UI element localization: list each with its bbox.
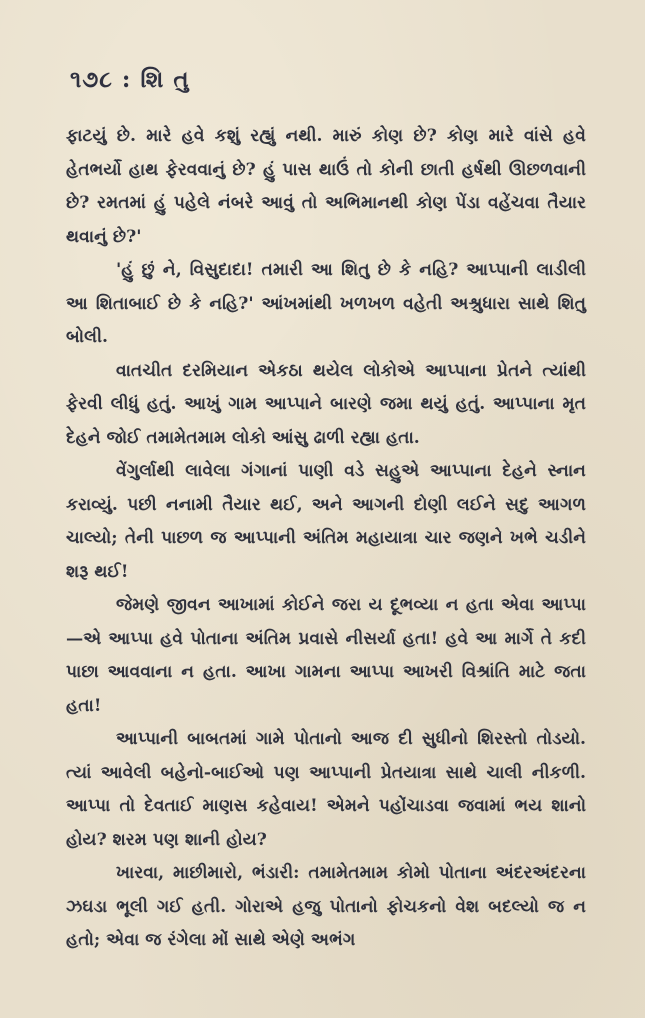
paragraph-4: વેંગુર્લાથી લાવેલા ગંગાનાં પાણી વડે સહુએ આપ્પાના દેહને સ્નાન કરાવ્યું. પછી નનામી તૈયાર થઈ, અને આગની દોણી લઈને સદુ આગળ ચાલ્યો; તેની પાછળ જ આપ્પાની અંતિમ મહાયાત્રા ચાર જણને ખભે ચડીને શરૂ થઈ! [66, 461, 586, 582]
page-number: ૧૭૮ [70, 66, 113, 93]
paragraph-5: જેમણે જીવન આખામાં કોઈને જરા ય દૂભવ્યા ન હતા એવા આપ્પા—એ આપ્પા હવે પોતાના અંતિમ પ્રવાસે નીસર્યા હતા! હવે આ માર્ગે તે કદી પાછા આવવાના ન હતા. આખા ગામના આપ્પા આખરી વિશ્રાંતિ માટે જતા હતા! [66, 595, 586, 716]
page-header [70, 66, 190, 93]
paragraph-3: વાતચીત દરમિયાન એકઠા થયેલ લોકોએ આપ્પાના પ્રેતને ત્યાંથી ફેરવી લીધું હતું. આખું ગામ આપ્પાને બારણે જમા થયું હતું. આપ્પાના મૃત દેહને જોઈ તમામેતમામ લોકો આંસુ ઢાળી રહ્યા હતા. [66, 360, 586, 448]
paragraph-7: ખારવા, માછીમારો, ભંડારી: તમામેતમામ કોમો પોતાના અંદરઅંદરના ઝઘડા ભૂલી ગઈ હતી. ગોરાએ હજુ પોતાનો ફોચકનો વેશ બદલ્યો જ ન હતો; એવા જ રંગેલા મોં સાથે એણે અભંગ [66, 863, 586, 950]
paragraph-6: આપ્પાની બાબતમાં ગામે પોતાનો આજ દી સુધીનો શિરસ્તો તોડયો. ત્યાં આવેલી બહેનો-બાઈઓ પણ આપ્પાની પ્રેતયાત્રા સાથે ચાલી નીકળી. આપ્પા તો દેવતાઈ માણસ કહેવાય! એમને પહોંચાડવા જવામાં ભય શાનો હોય? શરમ પણ શાની હોય? [66, 729, 586, 850]
book-title: શિ તુ [140, 66, 190, 93]
paragraph-1: ફાટયું છે. મારે હવે કશું રહ્યું નથી. મારું કોણ છે? કોણ મારે વાંસે હવે હેતભર્યો હાથ ફેરવવાનું છે? હું પાસ થાઉં તો કોની છાતી હર્ષથી ઊછળવાની છે? રમતમાં હું પહેલે નંબરે આવું તો અભિમાનથી કોણ પેંડા વહેંચવા તૈયાર થવાનું છે?' [66, 126, 586, 247]
header-separator: : [121, 66, 132, 93]
body-text [66, 120, 586, 958]
paragraph-2: 'હું છું ને, વિસુદાદા! તમારી આ શિતુ છે કે નહિ? આપ્પાની લાડીલી આ શિતાબાઈ છે કે નહિ?' આંખમાંથી ખળખળ વહેતી અશ્રુધારા સાથે શિતુ બોલી. [66, 260, 586, 347]
